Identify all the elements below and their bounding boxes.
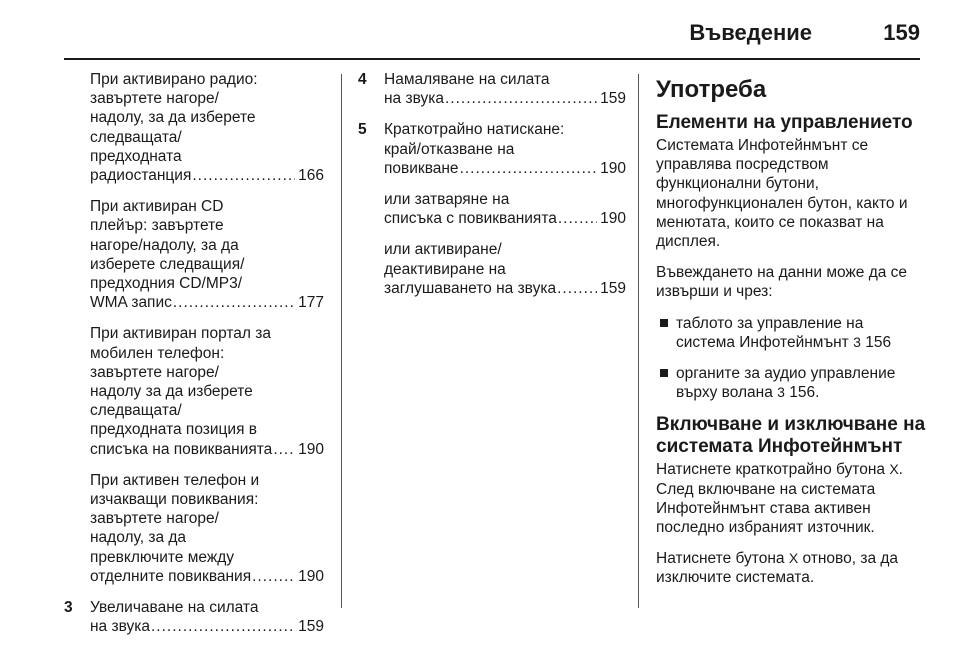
xref-arrow-icon: 3 [853,333,861,350]
input-paragraph [656,263,926,301]
subsection-heading: Включване и изключване на [656,414,926,436]
dot-leader [252,567,295,586]
subsection-heading: системата Инфотейнмънт [656,436,903,458]
text-line: на звука [90,618,150,636]
text-line: След включване на системата [656,480,876,498]
text-line: Натиснете краткотрайно бутона [656,461,886,479]
text-line: мобилен телефон: [90,344,225,362]
text-line: Увеличаване на силата [90,599,259,617]
text-line: завъртете нагоре/ [90,510,219,528]
section-heading: Употреба [656,76,767,103]
page-ref[interactable]: 190 [298,440,324,458]
dot-leader [445,89,597,108]
chapter-title: Въведение [689,20,812,45]
text-line: последно избраният източник. [656,519,875,537]
page-ref[interactable]: 177 [298,294,324,312]
text-line: списъка с повикванията [384,210,557,228]
column-divider [638,74,639,608]
text-line: деактивиране на [384,260,506,278]
page-reference-line [90,440,324,459]
text-line: предходната позиция в [90,421,258,439]
text-line: повикване [384,159,459,177]
text-line: следващата/ [90,402,182,420]
page-reference-line [90,166,324,185]
subsection-heading: Елементи на управлението [656,112,913,133]
page-reference-line [90,293,324,312]
text-line: многофункционален бутон, както и [656,194,908,212]
text-line: При активиран портал за [90,325,271,343]
dot-leader [151,617,295,636]
dot-leader [192,166,295,185]
page-ref[interactable]: 156. [789,384,820,402]
text-line: изчакващи повиквания: [90,491,259,509]
text-line: плейър: завъртете [90,217,224,235]
item-number: 5 [358,121,367,139]
text-line: органите за аудио управление [676,365,896,383]
text-line: списъка на повикванията [90,440,273,458]
text-line: превключите между [90,548,235,566]
page-header [64,10,920,60]
text-line: . [898,461,903,479]
text-line: изключите системата. [656,569,815,587]
dot-leader [173,293,295,312]
text-line [656,460,926,479]
text-line: завъртете нагоре/ [90,90,219,108]
list-item-4 [358,70,626,108]
text-line: При активен телефон и [90,471,260,489]
bullet-square-icon [660,369,668,377]
dot-leader [460,159,598,178]
text-line: изберете следващия/ [90,255,245,273]
text-line: отново, за да [802,550,899,568]
text-line: на звука [384,90,444,108]
text-line [656,549,926,568]
text-line: Инфотейнмънт става активен [656,499,871,517]
text-line: надолу, за да [90,529,187,547]
page-reference-line [384,159,626,178]
column-1 [64,70,324,648]
text-line: система Инфотейнмънт [676,333,849,351]
text-line [676,333,926,352]
close-list-paragraph [384,190,626,228]
page-reference-line [90,567,324,586]
text-line: завъртете нагоре/ [90,363,219,381]
power-button-icon: X [788,550,799,567]
xref-arrow-icon: 3 [777,384,785,401]
text-line: менютата, които се показват на [656,213,884,231]
text-line: При активиран CD [90,198,224,216]
bullet-item [656,314,926,352]
page-ref[interactable]: 190 [298,567,324,585]
text-line: Натиснете бутона [656,550,785,568]
dot-leader [273,440,295,459]
page-ref[interactable]: 190 [600,210,626,228]
dot-leader [558,209,597,228]
item-number: 3 [64,599,73,617]
controls-paragraph [656,136,926,251]
page-ref[interactable]: 190 [600,159,626,177]
page-reference-line [384,209,626,228]
list-item-3 [64,598,324,636]
text-line: Системата Инфотейнмънт се [656,137,869,154]
text-line: функционални бутони, [656,175,819,193]
page-ref[interactable]: 159 [298,618,324,636]
page-ref[interactable]: 156 [865,333,892,351]
text-line: заглушаването на звука [384,279,557,297]
page-reference-line [384,89,626,108]
cd-paragraph [90,197,324,312]
column-3 [656,70,926,600]
text-line: нагоре/надолу, за да [90,236,239,254]
bullet-item [656,364,926,402]
text-line: край/отказване на [384,140,515,158]
text-line: WMA запис [90,294,172,312]
text-line [676,383,926,402]
page-reference-line [384,279,626,298]
text-line: управлява посредством [656,156,829,174]
text-line: Въвеждането на данни може да се [656,264,908,282]
bullet-square-icon [660,319,668,327]
text-line: надолу за да изберете [90,383,253,401]
text-line: дисплея. [656,233,721,251]
text-line: При активирано радио: [90,71,258,88]
text-line: предходната [90,147,182,165]
item-number: 4 [358,71,367,88]
power-off-paragraph [656,549,926,587]
mute-paragraph [384,240,626,298]
dot-leader [557,279,597,298]
text-line: предходния CD/MP3/ [90,275,243,293]
text-line: Краткотрайно натискане: [384,121,565,139]
text-line: Намаляване на силата [384,71,550,88]
page-number: 159 [883,20,920,45]
column-divider [341,74,342,608]
text-line: или затваряне на [384,191,510,209]
phone-portal-paragraph [90,324,324,458]
power-button-icon: X [889,461,899,478]
text-line: върху волана [676,384,773,402]
text-line: или активиране/ [384,241,502,259]
waiting-calls-paragraph [90,471,324,586]
text-line: отделните повиквания [90,567,252,585]
text-line: следващата/ [90,128,182,146]
radio-paragraph [90,70,324,185]
page-ref[interactable]: 159 [600,279,626,297]
text-line: извърши и чрез: [656,283,773,301]
text-line: надолу, за да изберете [90,109,256,127]
list-item-5 [358,120,626,178]
power-on-paragraph [656,460,926,537]
page-reference-line [90,617,324,636]
page-ref[interactable]: 159 [600,90,626,108]
text-line: радиостанция [90,167,192,185]
text-line: таблото за управление на [676,314,864,332]
page-ref[interactable]: 166 [298,167,324,185]
column-2 [358,70,626,310]
